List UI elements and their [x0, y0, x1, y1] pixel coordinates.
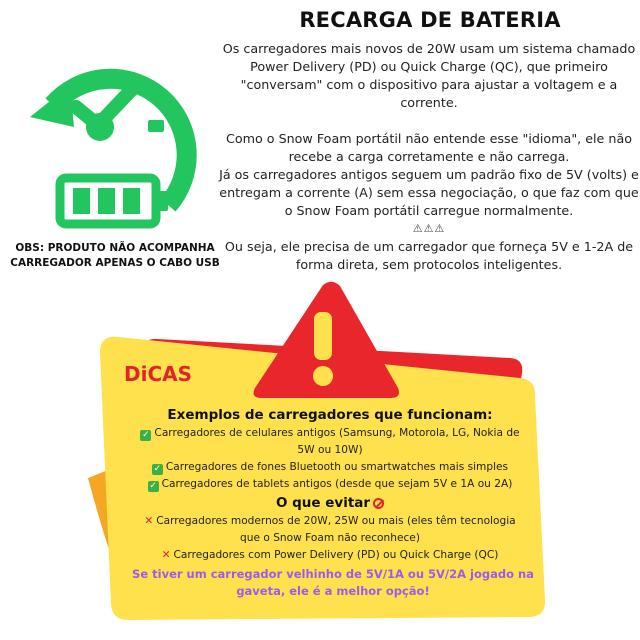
works-item-1: ✓ Carregadores de celulares antigos (Samsung, Motorola, LG, Nokia de 5W ou 10W): [142, 427, 520, 456]
avoid-item-2: ✕ Carregadores com Power Delivery (PD) ou Quick Charge (QC): [161, 549, 499, 561]
check-icon: ✓: [153, 464, 162, 474]
paragraph-4: Ou seja, ele precisa de um carregador que forneça 5V e 1-2A de forma direta, sem protocolos inteligentes.: [224, 239, 634, 272]
page-title: RECARGA DE BATERIA: [299, 8, 561, 32]
check-icon: ✓: [142, 430, 150, 440]
works-heading: Exemplos de carregadores que funcionam:: [167, 407, 493, 423]
paragraph-1: Os carregadores mais novos de 20W usam um sistema chamado Power Delivery (PD) ou Quick Charge (QC), que primeiro "conversam" com o dispositivo para ajustar a voltagem e a corrente.: [222, 41, 636, 110]
paragraph-3: Já os carregadores antigos seguem um padrão fixo de 5V (volts) e entregam a corrente (A) sem essa negociação, o que faz com que o Snow Foam portátil carregue normalmente.: [219, 167, 639, 218]
works-item-3: ✓ Carregadores de tablets antigos (desde que sejam 5V e 1A ou 2A): [149, 478, 513, 491]
check-icon: ✓: [149, 481, 157, 491]
avoid-heading: O que evitar: [140, 494, 520, 513]
final-tip: Se tiver um carregador velhinho de 5V/1A ou 5V/2A jogado na gaveta, ele é a melhor opção!: [132, 567, 534, 598]
cross-icon: ✕: [161, 549, 171, 561]
avoid-item-1: ✕ Carregadores modernos de 20W, 25W ou mais (eles têm tecnologia que o Snow Foam não reconhece): [144, 515, 516, 544]
cross-icon: ✕: [144, 515, 154, 527]
tips-list: [140, 406, 520, 564]
product-note: OBS: PRODUTO NÃO ACOMPANHA CARREGADOR APENAS O CABO USB: [10, 242, 220, 269]
works-item-2: ✓ Carregadores de fones Bluetooth ou smartwatches mais simples: [153, 461, 509, 474]
prohibited-icon: [373, 498, 384, 509]
warning-icons: ⚠⚠⚠: [412, 222, 446, 235]
tips-heading: DiCAS: [124, 362, 193, 386]
paragraph-2: Como o Snow Foam portátil não entende esse "idioma", ele não recebe a carga corretamente e não carrega.: [226, 131, 632, 164]
